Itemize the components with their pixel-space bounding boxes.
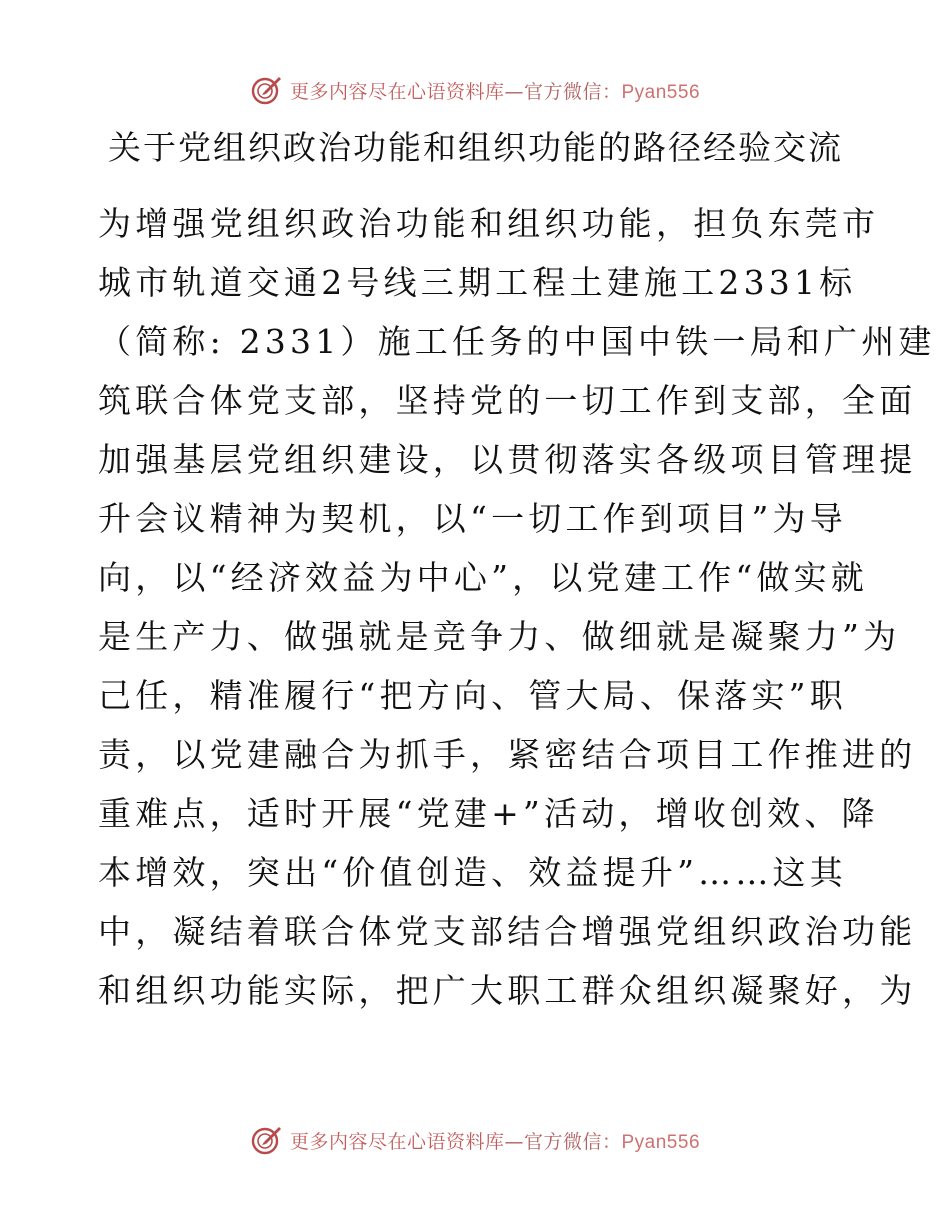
pen-nib-seal-icon <box>250 1123 284 1157</box>
document-title: 关于党组织政治功能和组织功能的路径经验交流 <box>108 128 843 167</box>
banner-dash: — <box>504 1130 524 1153</box>
body-line: 己任，精准履行“把方向、管大局、保落实”职 <box>98 676 847 715</box>
body-line: 和组织功能实际，把广大职工群众组织凝聚好，为 <box>98 971 917 1010</box>
banner-wechat-label: 官方微信： <box>523 80 622 103</box>
header-banner <box>0 70 950 110</box>
body-line: 责，以党建融合为抓手，紧密结合项目工作推进的 <box>98 735 917 774</box>
body-line: 本增效，突出“价值创造、效益提升”……这其 <box>98 853 847 892</box>
body-line: 为增强党组织政治功能和组织功能，担负东莞市 <box>98 204 880 243</box>
body-line: 加强基层党组织建设，以贯彻落实各级项目管理提 <box>98 440 917 479</box>
body-line: 筑联合体党支部，坚持党的一切工作到支部，全面 <box>98 381 917 420</box>
banner-wechat-label: 官方微信： <box>523 1130 622 1153</box>
body-line: 向，以“经济效益为中心”，以党建工作“做实就 <box>98 558 869 597</box>
banner-text <box>290 1127 700 1154</box>
body-line: 中，凝结着联合体党支部结合增强党组织政治功能 <box>98 912 917 951</box>
pen-nib-seal-icon <box>250 73 284 107</box>
banner-text <box>290 77 700 104</box>
body-line: （简称: 2331）施工任务的中国中铁一局和广州建 <box>98 322 936 361</box>
body-line: 升会议精神为契机，以“一切工作到项目”为导 <box>98 499 847 538</box>
banner-dash: — <box>504 80 524 103</box>
body-line: 是生产力、做强就是竞争力、做细就是凝聚力”为 <box>98 617 901 656</box>
banner-wechat-id: Pyan556 <box>621 81 701 103</box>
banner-wechat-id: Pyan556 <box>621 1131 701 1153</box>
body-line: 城市轨道交通2号线三期工程土建施工2331标 <box>98 263 857 302</box>
banner-slogan: 更多内容尽在心语资料库 <box>289 1130 505 1153</box>
footer-banner <box>0 1120 950 1160</box>
banner-slogan: 更多内容尽在心语资料库 <box>289 80 505 103</box>
body-line: 重难点，适时开展“党建+”活动，增收创效、降 <box>98 794 879 833</box>
